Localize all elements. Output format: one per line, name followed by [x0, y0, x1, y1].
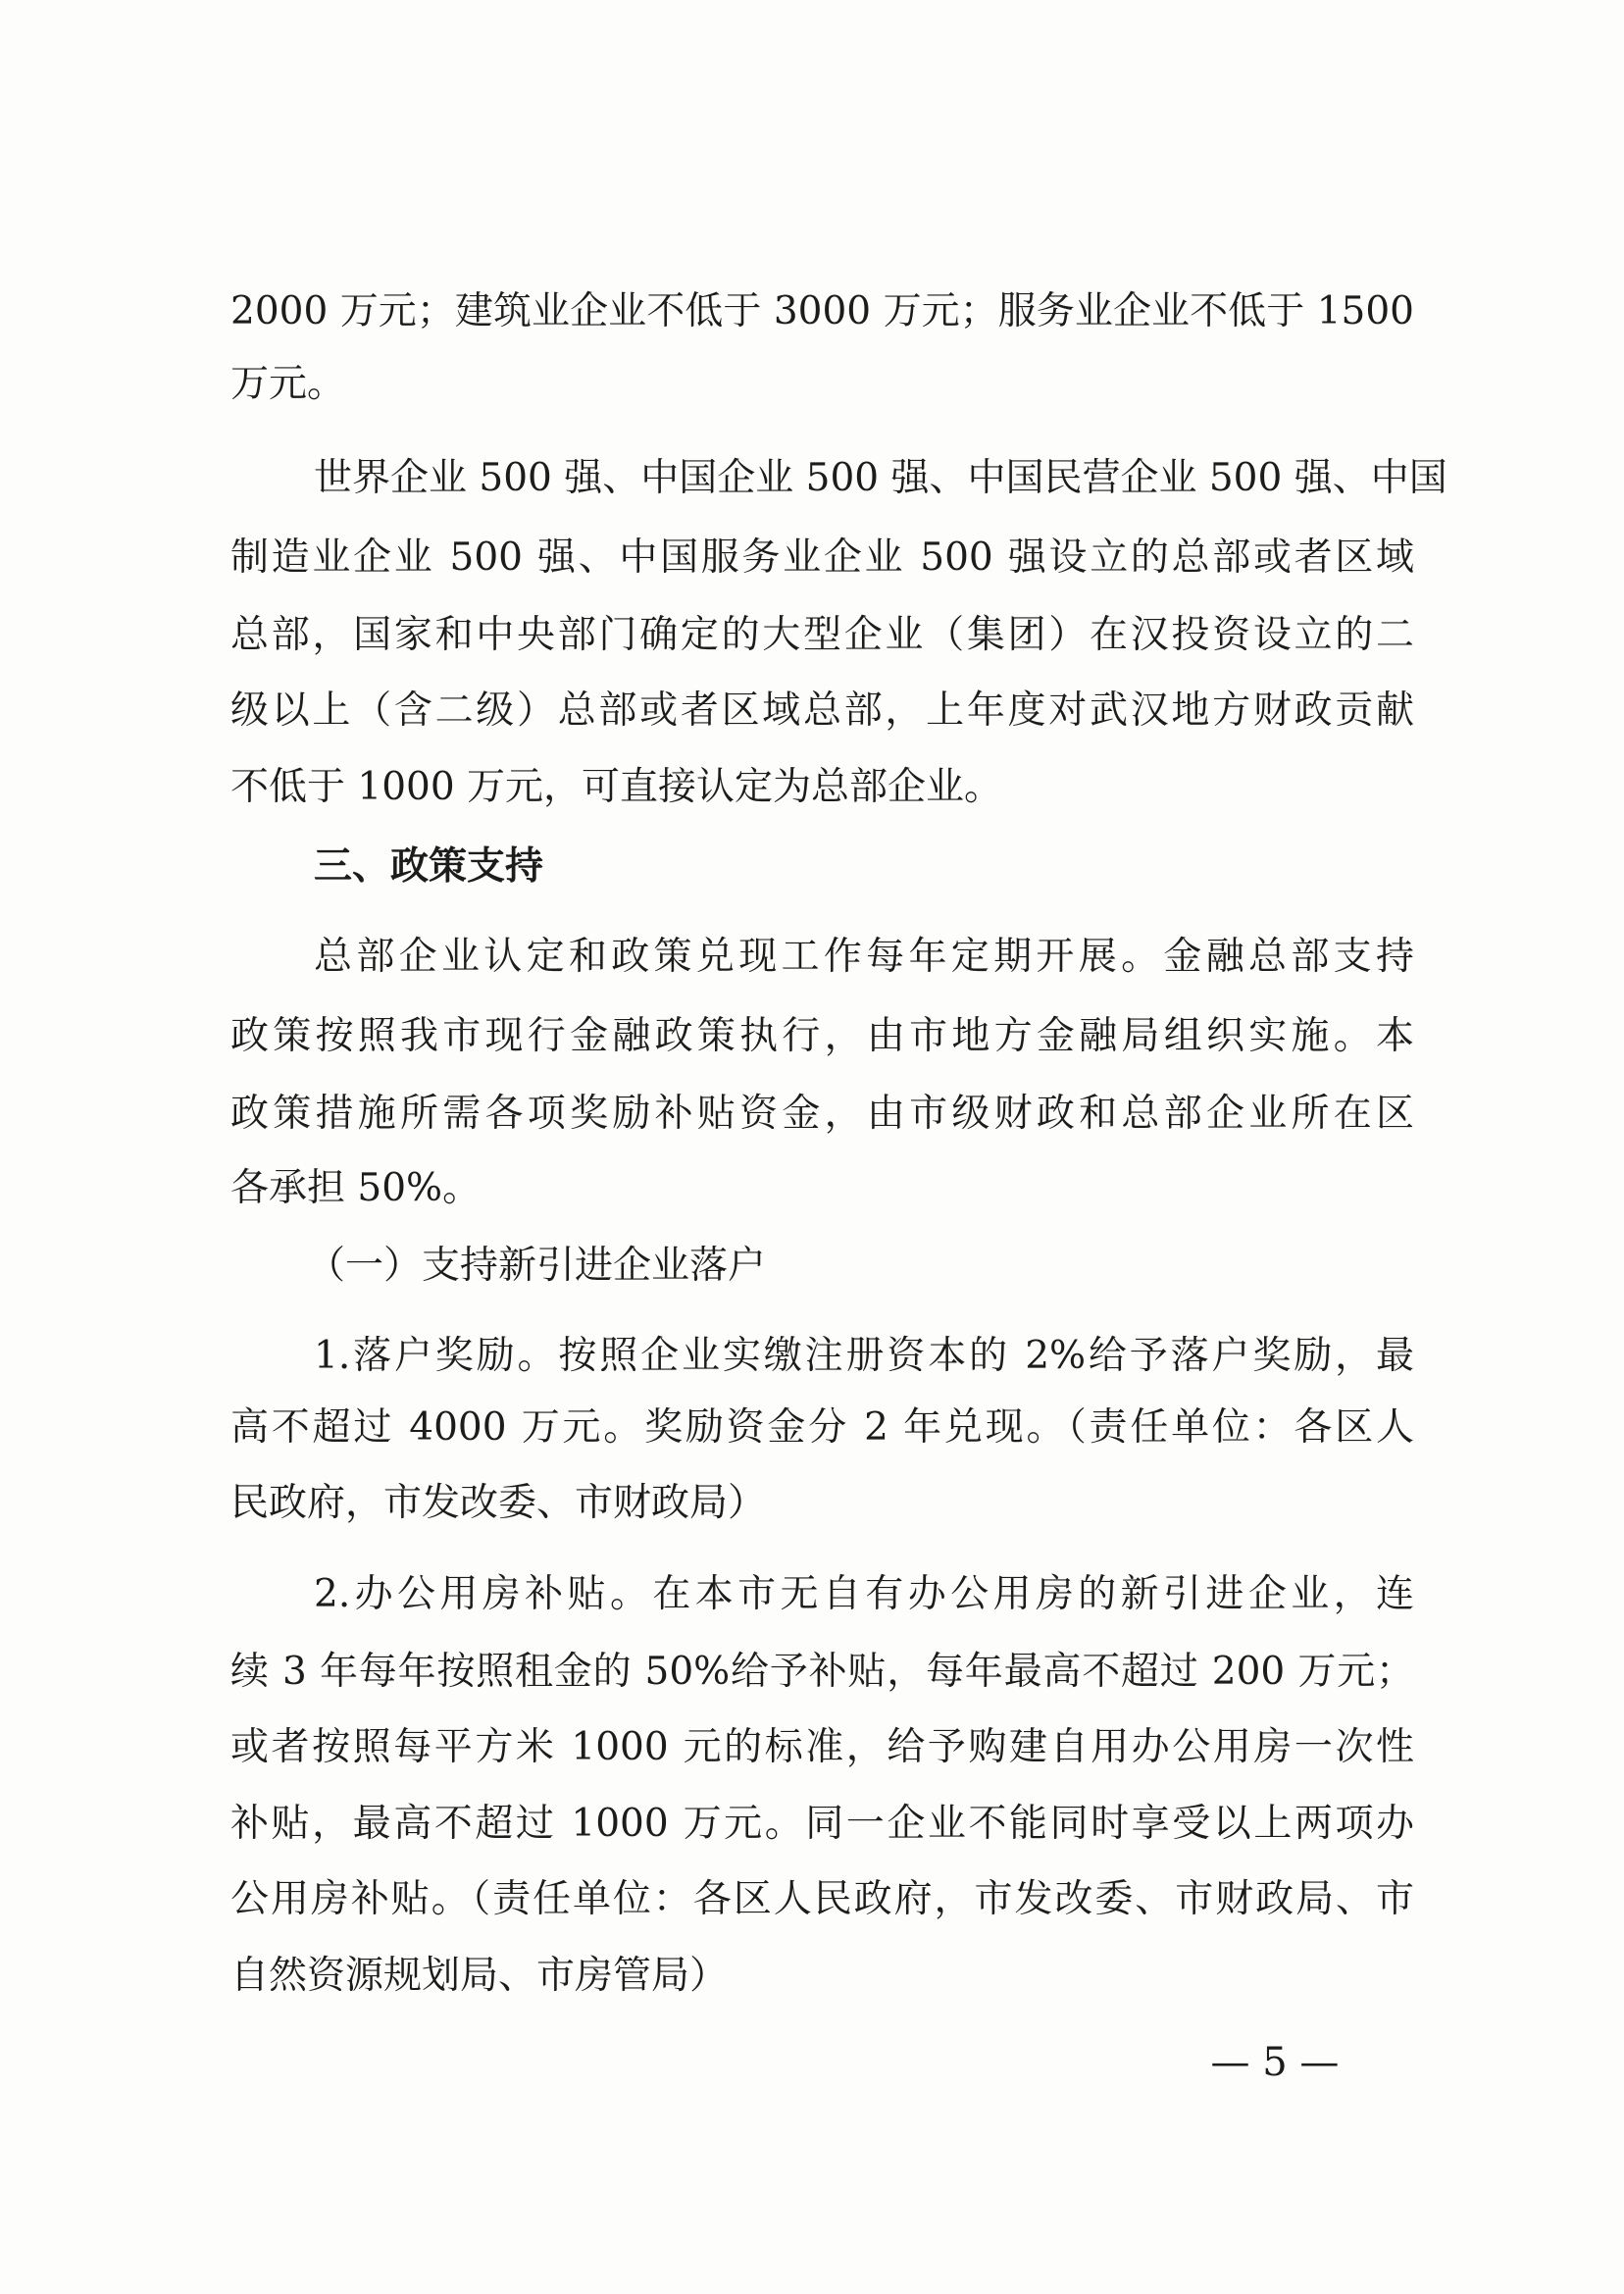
text-line: 总部，国家和中央部门确定的大型企业（集团）在汉投资设立的二: [230, 613, 1414, 657]
text-line: 公用房补贴。（责任单位：各区人民政府，市发改委、市财政局、市: [230, 1877, 1414, 1921]
text-line: 各承担 50%。: [230, 1166, 482, 1210]
text-line: 民政府，市发改委、市财政局）: [230, 1481, 767, 1525]
section-heading: 三、政策支持: [314, 843, 544, 889]
text-line: 自然资源规划局、市房管局）: [230, 1954, 729, 1998]
text-line: 补贴，最高不超过 1000 万元。同一企业不能同时享受以上两项办: [230, 1802, 1414, 1846]
text-line: 政策措施所需各项奖励补贴资金，由市级财政和总部企业所在区: [230, 1092, 1414, 1136]
text-line: 万元。: [230, 362, 346, 406]
text-line: 总部企业认定和政策兑现工作每年定期开展。金融总部支持: [314, 935, 1414, 979]
page-number: — 5 —: [1210, 2040, 1340, 2085]
text-line: 或者按照每平方米 1000 元的标准，给予购建自用办公用房一次性: [230, 1725, 1414, 1769]
text-line: 2.办公用房补贴。在本市无自有办公用房的新引进企业，连: [314, 1572, 1414, 1616]
text-line: 1.落户奖励。按照企业实缴注册资本的 2%给予落户奖励，最: [314, 1334, 1414, 1378]
text-line: 级以上（含二级）总部或者区域总部，上年度对武汉地方财政贡献: [230, 688, 1414, 733]
text-line: 政策按照我市现行金融政策执行，由市地方金融局组织实施。本: [230, 1014, 1414, 1058]
text-line: 制造业企业 500 强、中国服务业企业 500 强设立的总部或者区域: [230, 535, 1414, 580]
subsection-heading: （一）支持新引进企业落户: [307, 1244, 767, 1288]
text-line: 2000 万元；建筑业企业不低于 3000 万元；服务业企业不低于 1500: [230, 289, 1414, 333]
text-line: 不低于 1000 万元，可直接认定为总部企业。: [230, 765, 1003, 809]
text-line: 高不超过 4000 万元。奖励资金分 2 年兑现。（责任单位：各区人: [230, 1405, 1414, 1450]
text-line: 世界企业 500 强、中国企业 500 强、中国民营企业 500 强、中国: [314, 456, 1447, 500]
text-line: 续 3 年每年按照租金的 50%给予补贴，每年最高不超过 200 万元；: [230, 1650, 1414, 1694]
